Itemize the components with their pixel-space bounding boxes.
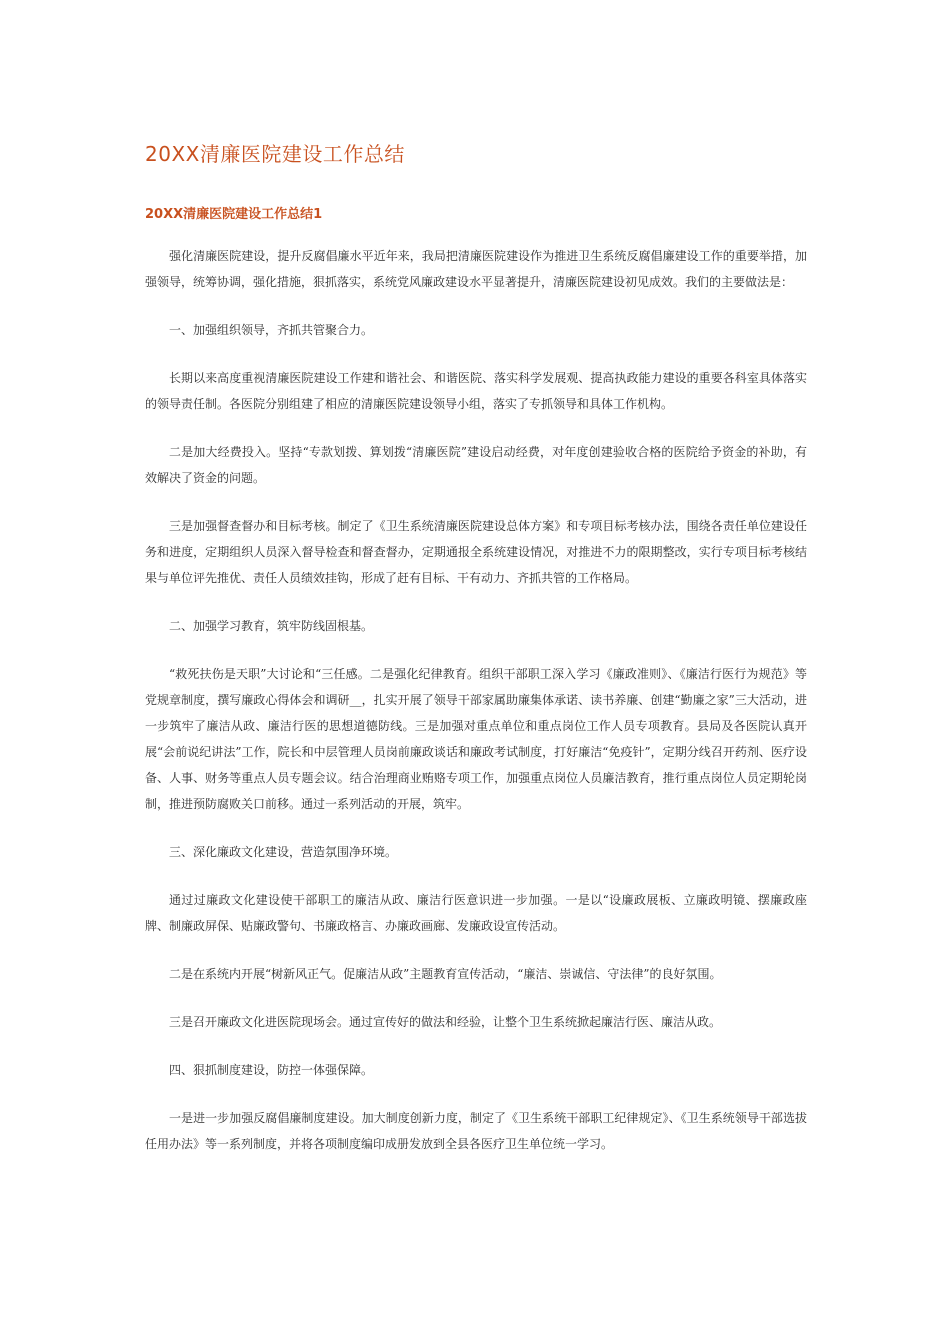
paragraph-subheading-2: 二、加强学习教育，筑牢防线固根基。 (169, 619, 374, 633)
paragraph: 一是进一步加强反腐倡廉制度建设。加大制度创新力度，制定了《卫生系统干部职工纪律规定》、《卫生系统领导干部选拔任用办法》等一系列制度，并将各项制度编印成册发放到全县各医疗卫生单位统一学习。 (145, 1111, 807, 1151)
paragraph-subheading-3: 三、深化廉政文化建设，营造氛围净环境。 (169, 845, 398, 859)
paragraph-intro: 强化清廉医院建设，提升反腐倡廉水平近年来，我局把清廉医院建设作为推进卫生系统反腐倡廉建设工作的重要举措，加强领导，统筹协调，强化措施，狠抓落实，系统党风廉政建设水平显著提升，清廉医院建设初见成效。我们的主要做法是： (145, 249, 807, 289)
paragraph-subheading-1: 一、加强组织领导，齐抓共管聚合力。 (169, 323, 374, 337)
paragraph: 三是召开廉政文化进医院现场会。通过宣传好的做法和经验，让整个卫生系统掀起廉洁行医、廉洁从政。 (169, 1015, 722, 1029)
section-heading: 20XX清廉医院建设工作总结1 (145, 207, 323, 222)
paragraph: 三是加强督查督办和目标考核。制定了《卫生系统清廉医院建设总体方案》和专项目标考核办法，围绕各责任单位建设任务和进度，定期组织人员深入督导检查和督查督办，定期通报全系统建设情况，对推进不力的限期整改，实行专项目标考核结果与单位评先推优、责任人员绩效挂钩，形成了赶有目标、干有动力、齐抓共管的工作格局。 (145, 519, 807, 585)
paragraph: 二是在系统内开展“树新风正气。促廉洁从政”主题教育宣传活动，“廉洁、崇诚信、守法律”的良好氛围。 (169, 967, 722, 981)
paragraph: 二是加大经费投入。坚持“专款划拨、算划拨“清廉医院”建设启动经费，对年度创建验收合格的医院给予资金的补助，有效解决了资金的问题。 (145, 445, 807, 485)
paragraph: “救死扶伤是天职”大讨论和“三任感。二是强化纪律教育。组织干部职工深入学习《廉政准则》、《廉洁行医行为规范》等党规章制度，撰写廉政心得体会和调研__，扎实开展了领导干部家属助廉集体承诺、读书养廉、创建“勤廉之家”三大活动，进一步筑牢了廉洁从政、廉洁行医的思想道德防线。三是加强对重点单位和重点岗位工作人员专项教育。县局及各医院认真开展“会前说纪讲法”工作，院长和中层管理人员岗前廉政谈话和廉政考试制度，打好廉洁“免疫针”，定期分线召开药剂、医疗设备、人事、财务等重点人员专题会议。结合治理商业贿赂专项工作，加强重点岗位人员廉洁教育，推行重点岗位人员定期轮岗制，推进预防腐败关口前移。通过一系列活动的开展，筑牢。 (145, 667, 807, 811)
document-body (145, 243, 807, 1179)
paragraph: 通过过廉政文化建设使干部职工的廉洁从政、廉洁行医意识进一步加强。一是以“设廉政展板、立廉政明镜、摆廉政座牌、制廉政屏保、贴廉政警句、书廉政格言、办廉政画廊、发廉政设宣传活动。 (145, 893, 807, 933)
document-title: 20XX清廉医院建设工作总结 (145, 142, 405, 166)
paragraph: 长期以来高度重视清廉医院建设工作建和谐社会、和谐医院、落实科学发展观、提高执政能力建设的重要各科室具体落实的领导责任制。各医院分别组建了相应的清廉医院建设领导小组，落实了专抓领导和具体工作机构。 (145, 371, 807, 411)
paragraph-subheading-4: 四、狠抓制度建设，防控一体强保障。 (169, 1063, 374, 1077)
